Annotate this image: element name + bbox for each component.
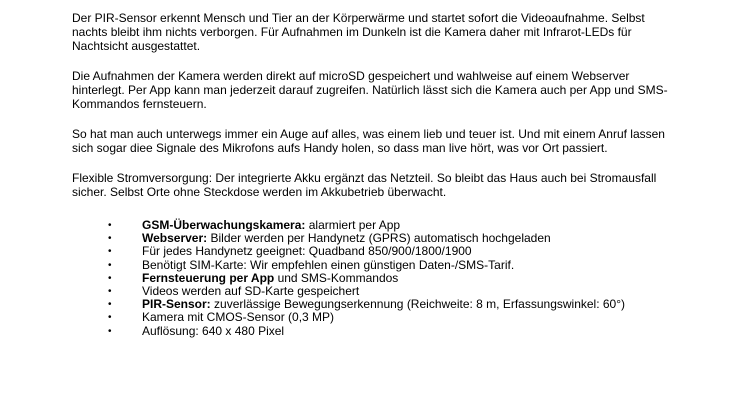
feature-label: Fernsteuerung per App [142, 270, 275, 285]
feature-text: Auflösung: 640 x 480 Pixel [142, 323, 285, 338]
bullet-icon: • [108, 259, 112, 271]
bullet-icon: • [108, 220, 112, 231]
feature-text: Benötigt SIM-Karte: Wir empfehlen einen günstigen Daten-/SMS-Tarif. [142, 257, 515, 272]
feature-text: Für jedes Handynetz geeignet: Quadband 850/900/1800/1900 [142, 244, 472, 259]
paragraph-power-supply: Flexible Stromversorgung: Der integrierte Akku ergänzt das Netzteil. So bleibt das Haus auch bei Stromausfall sicher. Selbst Orte ohne Steckdose werden im Akkubetrieb überwacht. [72, 171, 657, 199]
feature-label: Webserver: [142, 231, 208, 246]
feature-list [72, 219, 672, 338]
feature-text: Videos werden auf SD-Karte gespeichert [142, 284, 360, 299]
feature-text: Bilder werden per Handynetz (GPRS) automatisch hochgeladen [207, 231, 551, 246]
bullet-icon: • [108, 246, 112, 258]
paragraph-storage: Die Aufnahmen der Kamera werden direkt auf microSD gespeichert und wahlweise auf einem Webserver hinterlegt. Per App kann man jederzeit darauf zugreifen. Natürlich lässt sich die Kamera auch per App und SMS-Kommandos fernsteuern. [72, 69, 668, 111]
bullet-icon: • [108, 286, 112, 298]
feature-label: GSM-Überwachungskamera: [142, 218, 306, 232]
feature-text: zuverlässige Bewegungserkennung (Reichweite: 8 m, Erfassungswinkel: 60°) [210, 297, 626, 312]
list-item [72, 325, 672, 338]
bullet-icon: • [108, 299, 112, 311]
paragraph-pir-sensor: Der PIR-Sensor erkennt Mensch und Tier an der Körperwärme und startet sofort die Videoaufnahme. Selbst nachts bleibt ihm nichts verborgen. Für Aufnahmen im Dunkeln ist die Kamera daher mit Infrarot-LEDs für Nachtsicht ausgestattet. [72, 11, 645, 53]
bullet-icon: • [108, 233, 112, 245]
bullet-icon: • [108, 325, 112, 337]
document-body [72, 11, 672, 338]
feature-label: PIR-Sensor: [142, 297, 211, 312]
feature-text: alarmiert per App [305, 218, 401, 232]
feature-text: und SMS-Kommandos [274, 270, 399, 285]
paragraph-remote-monitoring: So hat man auch unterwegs immer ein Auge auf alles, was einem lieb und teuer ist. Und mit einem Anruf lassen sich sogar diee Signale des Mikrofons aufs Handy holen, so dass man live hört, was vor Ort passiert. [72, 127, 665, 155]
bullet-icon: • [108, 272, 112, 284]
bullet-icon: • [108, 312, 112, 324]
feature-text: Kamera mit CMOS-Sensor (0,3 MP) [142, 310, 335, 325]
